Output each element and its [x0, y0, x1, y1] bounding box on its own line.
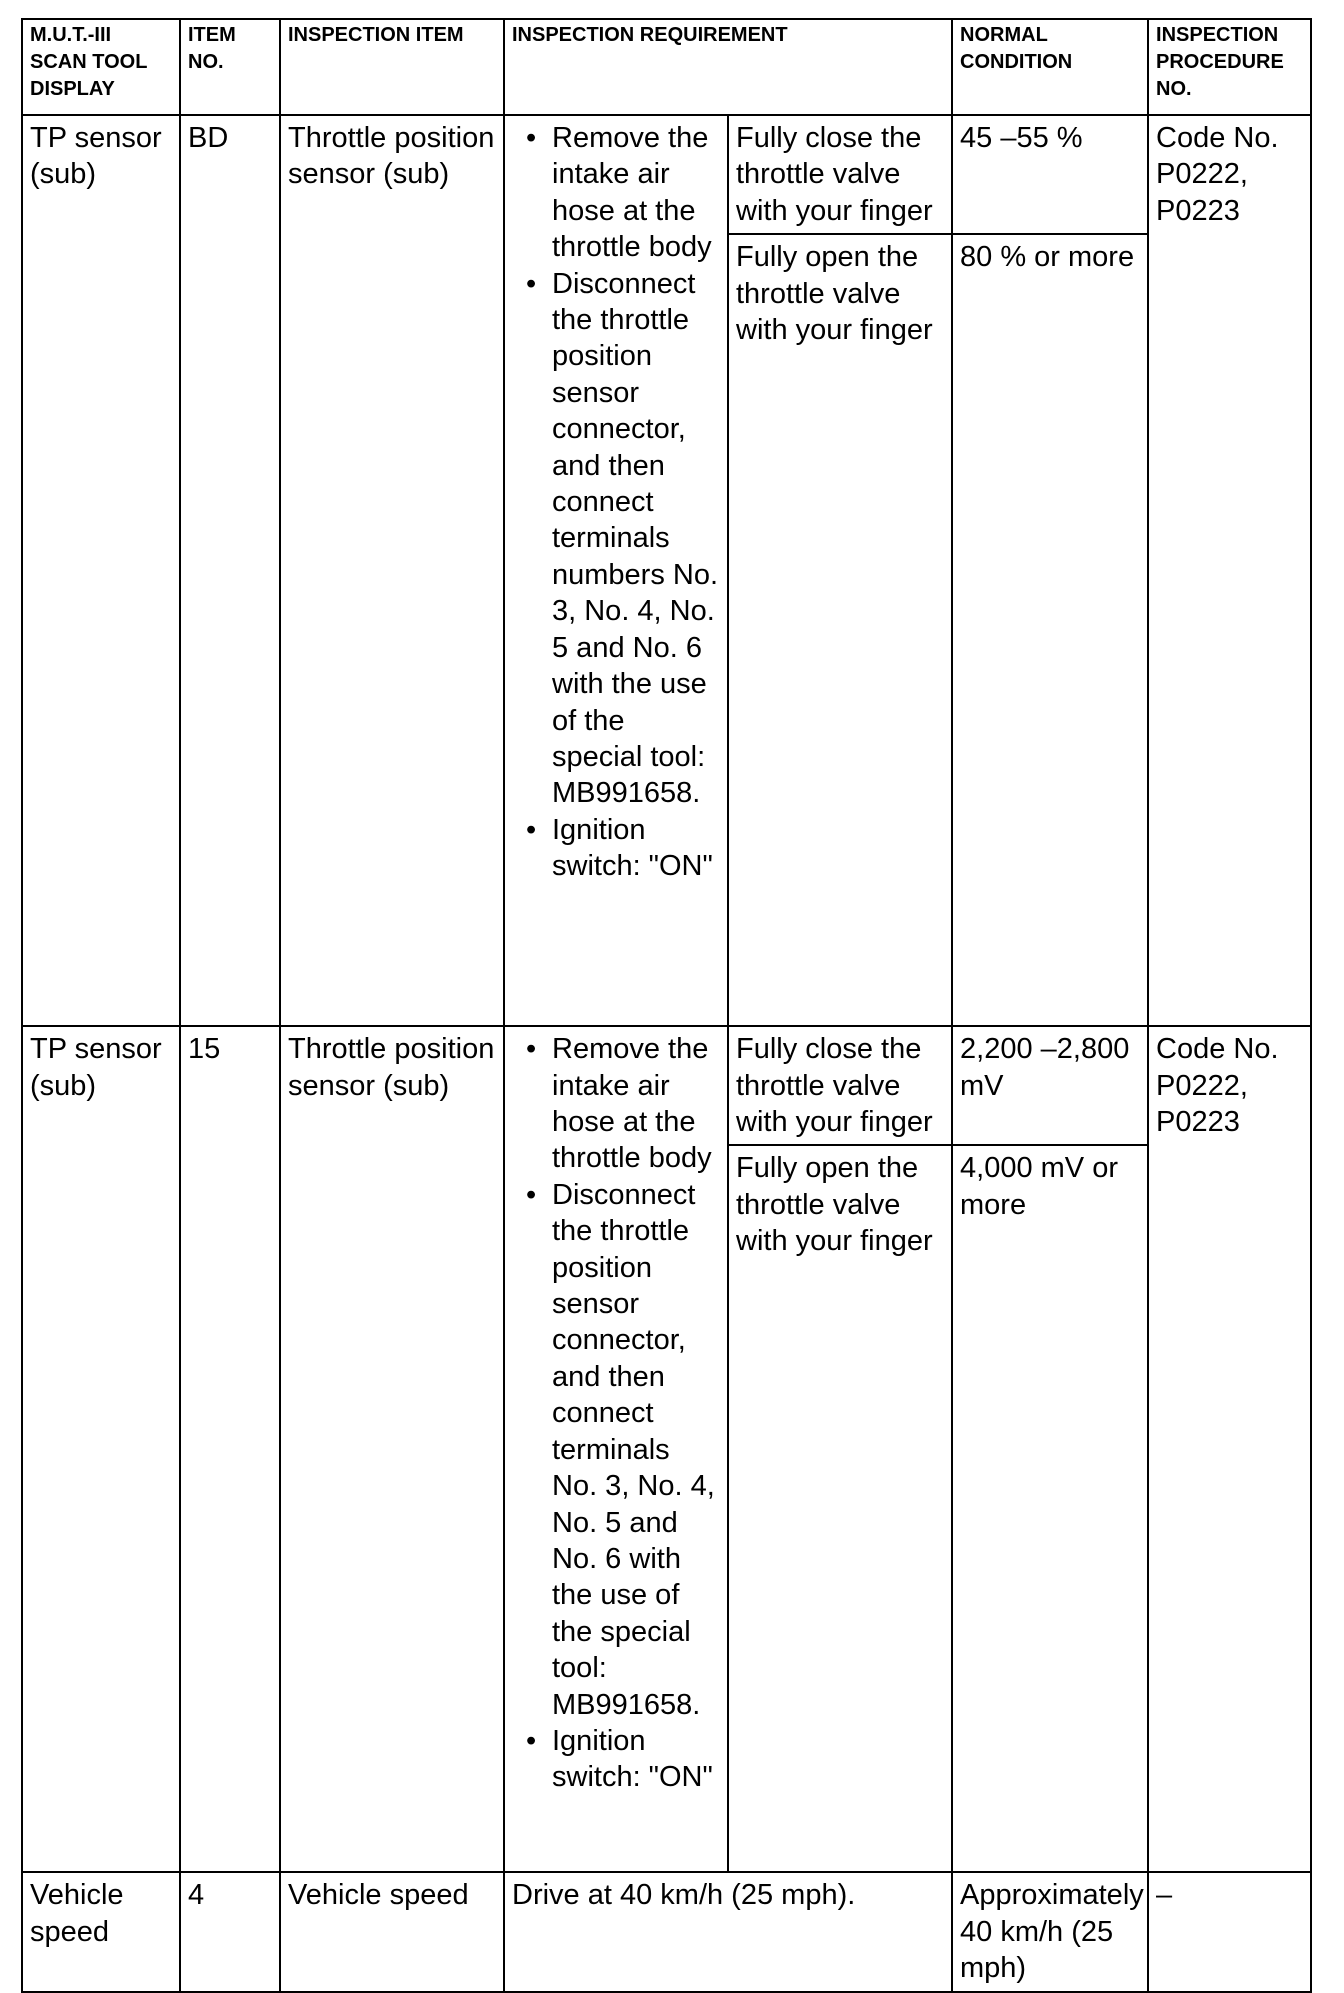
list-item: • Disconnect the throttle position sensor connector, and then connect terminals numbers No. 3, No. 4, No. 5 and No. 6 with the use of the special tool: MB991658.: [526, 267, 719, 810]
list-item: • Ignition switch: "ON": [526, 1724, 713, 1794]
requirements-list: [512, 120, 720, 885]
bullet-icon: •: [526, 122, 537, 154]
header-normal-condition: NORMAL CONDITION: [952, 19, 1148, 115]
inspection-table: [21, 18, 1312, 1993]
table-row: [22, 115, 1311, 234]
header-mut-display: M.U.T.-III SCAN TOOL DISPLAY: [22, 19, 180, 115]
cell-inspection-item: Throttle position sensor (sub): [280, 1026, 504, 1872]
header-procedure-no: INSPECTION PROCEDURE NO.: [1148, 19, 1311, 115]
bullet-icon: •: [526, 267, 537, 300]
cell-requirements: [504, 1026, 728, 1872]
list-item: • Remove the intake air hose at the throttle body: [526, 1033, 712, 1175]
cell-display: TP sensor (sub): [22, 1026, 180, 1872]
cell-display: Vehicle speed: [22, 1872, 180, 1992]
cell-normal-condition: Approximately 40 km/h (25 mph): [952, 1872, 1148, 1992]
cell-requirements: Drive at 40 km/h (25 mph).: [504, 1872, 952, 1992]
bullet-icon: •: [526, 1724, 537, 1757]
cell-requirements: [504, 115, 728, 1026]
list-item: • Disconnect the throttle position sensor connector, and then connect terminals No. 3, No. 4, No. 5 and No. 6 with the use of the special tool: MB991658.: [526, 1178, 715, 1721]
table-row: [22, 1026, 1311, 1145]
cell-normal-condition: 45 –55 %: [952, 115, 1148, 234]
cell-normal-condition: 4,000 mV or more: [952, 1145, 1148, 1872]
requirements-list: [512, 1031, 720, 1796]
cell-condition-action: Fully open the throttle valve with your finger: [728, 1145, 952, 1872]
list-item: • Ignition switch: "ON": [526, 813, 713, 883]
cell-condition-action: Fully open the throttle valve with your finger: [728, 234, 952, 1026]
cell-display: TP sensor (sub): [22, 115, 180, 1026]
cell-inspection-item: Vehicle speed: [280, 1872, 504, 1992]
cell-normal-condition: 2,200 –2,800 mV: [952, 1026, 1148, 1145]
cell-item-no: 15: [180, 1026, 280, 1872]
bullet-icon: •: [526, 1033, 537, 1066]
cell-procedure-no: Code No. P0222, P0223: [1148, 115, 1311, 1026]
cell-item-no: 4: [180, 1872, 280, 1992]
bullet-icon: •: [526, 1178, 537, 1211]
header-item-no: ITEM NO.: [180, 19, 280, 115]
cell-procedure-no: –: [1148, 1872, 1311, 1992]
cell-condition-action: Fully close the throttle valve with your finger: [728, 115, 952, 234]
list-item: • Remove the intake air hose at the throttle body: [526, 122, 712, 264]
header-inspection-item: INSPECTION ITEM: [280, 19, 504, 115]
header-inspection-requirement: INSPECTION REQUIREMENT: [504, 19, 952, 115]
table-row: [22, 1872, 1311, 1992]
cell-condition-action: Fully close the throttle valve with your finger: [728, 1026, 952, 1145]
cell-normal-condition: 80 % or more: [952, 234, 1148, 1026]
header-row: [22, 19, 1311, 115]
cell-item-no: BD: [180, 115, 280, 1026]
cell-procedure-no: Code No. P0222, P0223: [1148, 1026, 1311, 1872]
bullet-icon: •: [526, 813, 537, 846]
cell-inspection-item: Throttle position sensor (sub): [280, 115, 504, 1026]
